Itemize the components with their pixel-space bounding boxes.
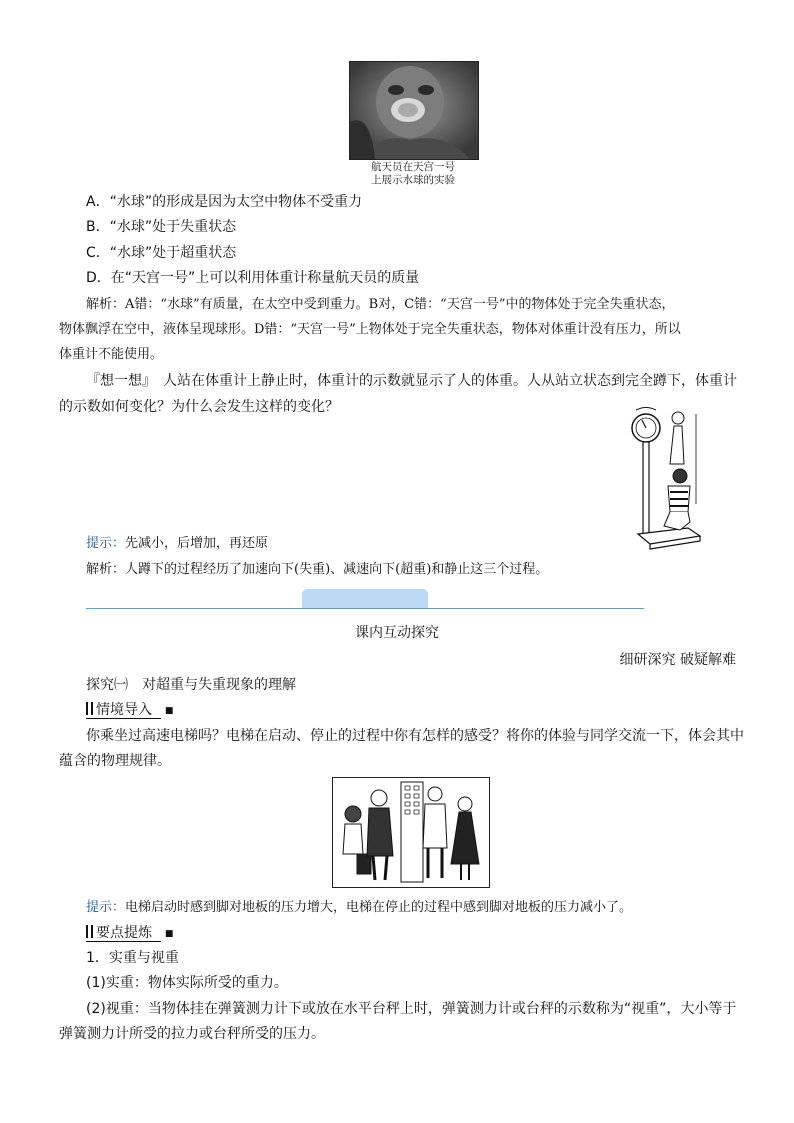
elevator-people-illustration	[332, 777, 490, 888]
tag-scenario-intro	[86, 699, 173, 722]
elevator-graphic	[333, 778, 489, 887]
explore-heading: 探究㈠ 对超重与失重现象的理解	[86, 677, 296, 693]
section-title: 课内互动探究	[355, 625, 439, 641]
think-line-1: 『想一想』 人站在体重计上静止时，体重计的示数就显示了人的体重。人从站立状态到完全蹲下，体重计	[86, 373, 737, 389]
explore-hint-label: 提示：	[86, 900, 126, 915]
think-hint	[86, 533, 268, 555]
tag-bar-icon	[86, 702, 88, 715]
analysis-line-2: 物体飘浮在空中，液体呈现球形。D错：“天宫一号”上物体处于完全失重状态，物体对体重计没有压力，所以	[59, 322, 681, 337]
scale-graphic	[630, 404, 705, 552]
astronaut-photo-graphic	[350, 62, 478, 159]
person-on-scale-illustration	[630, 404, 705, 552]
think-hint-label: 提示：	[86, 536, 126, 551]
tag-bar-icon	[91, 925, 93, 938]
option-b: B．“水球”处于失重状态	[86, 219, 237, 235]
tag-bar-icon	[86, 925, 88, 938]
section-subtitle: 细研深究 破疑解难	[619, 652, 736, 668]
tag-intro-label: 情境导入	[96, 702, 152, 718]
square-icon: ■	[164, 706, 174, 716]
photo-caption-line1: 航天员在天宫一号	[371, 161, 455, 173]
explore-hint-text: 电梯启动时感到脚对地板的压力增大，电梯在停止的过程中感到脚对地板的压力减小了。	[125, 900, 633, 915]
section-tab-decoration	[302, 589, 428, 608]
think-hint-text: 先减小，后增加，再还原	[125, 536, 269, 551]
square-icon: ■	[164, 929, 174, 939]
point1-b-line-1: (2)视重：当物体挂在弹簧测力计下或放在水平台秤上时，弹簧测力计或台秤的示数称为“视重”，大小等于	[86, 1001, 737, 1017]
explore-hint	[86, 897, 632, 919]
point1-a: (1)实重：物体实际所受的重力。	[86, 975, 288, 991]
photo-caption-line2: 上展示水球的实验	[371, 174, 455, 186]
point1-b-line-2: 弹簧测力计所受的拉力或台秤所受的压力。	[59, 1026, 325, 1042]
think-line-2: 的示数如何变化？为什么会发生这样的变化？	[59, 399, 339, 415]
tag-key-points	[86, 922, 173, 945]
option-d: D．在“天宫一号”上可以利用体重计称量航天员的质量	[86, 270, 420, 286]
section-divider	[86, 608, 644, 609]
tag-bar-icon	[91, 702, 93, 715]
intro-line-1: 你乘坐过高速电梯吗？电梯在启动、停止的过程中你有怎样的感受？将你的体验与同学交流一下，体会其中	[86, 728, 744, 744]
tag-points-label: 要点提炼	[96, 925, 152, 941]
option-c: C．“水球”处于超重状态	[86, 245, 237, 261]
intro-line-2: 蕴含的物理规律。	[59, 753, 171, 769]
think-analysis: 解析：人蹲下的过程经历了加速向下(失重)、减速向下(超重)和静止这三个过程。	[86, 562, 549, 577]
analysis-line-1: 解析：A错：“水球”有质量，在太空中受到重力。B对，C错：“天宫一号”中的物体处于完全失重状态，	[86, 297, 675, 312]
point1-title: 1．实重与视重	[86, 950, 179, 966]
analysis-line-3: 体重计不能使用。	[59, 347, 164, 362]
option-a: A．“水球”的形成是因为太空中物体不受重力	[86, 194, 363, 210]
astronaut-water-ball-photo	[349, 61, 479, 160]
